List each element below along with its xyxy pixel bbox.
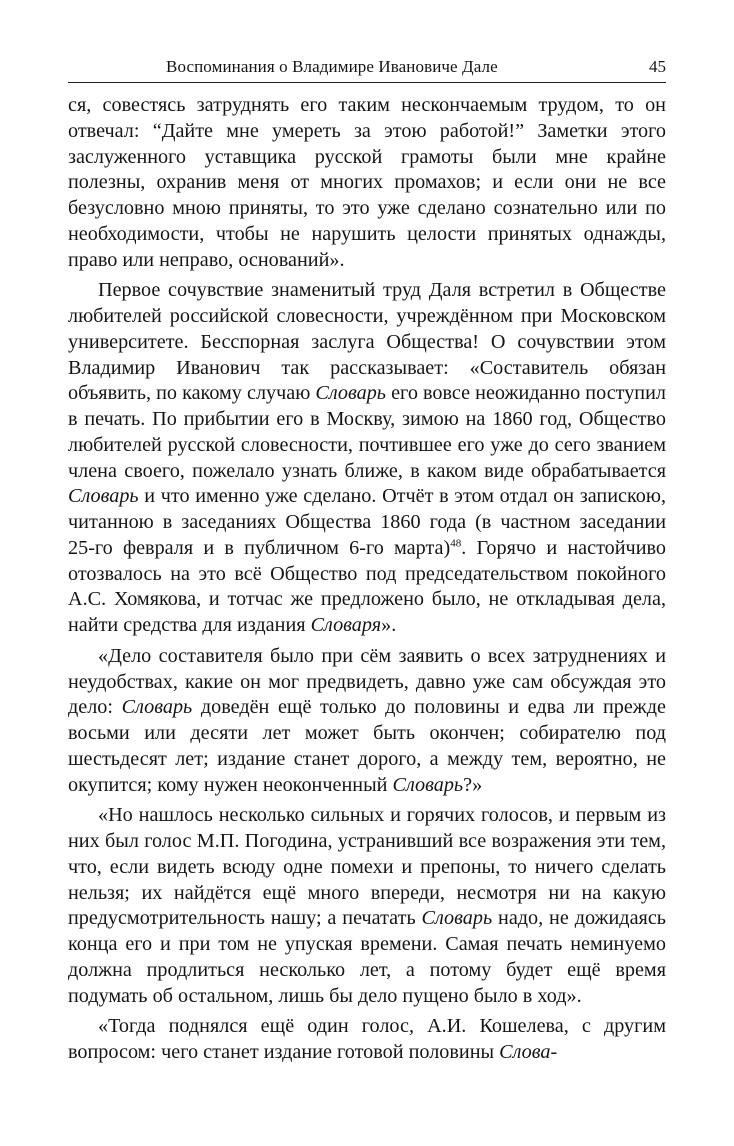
paragraph	[68, 93, 666, 273]
italic-term: Словаря	[310, 614, 382, 636]
book-page	[68, 56, 666, 1071]
footnote-marker: 48	[450, 537, 462, 550]
page-number: 45	[649, 57, 666, 76]
text-run: его вовсе неожиданно поступил в печать. По прибытии его в Москву, зимою на 1860 год, Общество любителей русской словесности, почтившее его уже до сего званием члена своего, пожелало узнать ближе, в каком виде обрабатывается	[68, 382, 666, 482]
text-run: . Горячо и настойчиво отозвалось на это всё Общество под председательством покойного А.С. Хомякова, и тотчас же предложено было, не откладывая дела, найти средства для издания	[68, 536, 666, 636]
text-run: ?»	[463, 773, 483, 796]
italic-term: Словарь	[421, 907, 493, 930]
text-run: «Но нашлось несколько сильных и горячих голосов, и первым из них был голос М.П. Погодина, устранивший все возражения эти тем, что, если видеть всюду одне помехи и препоны, то ничего сделать нельзя; их найдётся ещё много впереди, несмотря ни на какую предусмотрительность нашу; а печатать	[68, 804, 666, 930]
text-run: надо, не дожидаясь конца его и при том не упуская времени. Самая печать неминуемо должна продлиться несколько лет, а потому будет ещё время подумать об остальном, лишь бы дело пущено было в ход».	[68, 907, 666, 1007]
text-run: «Тогда поднялся ещё один голос, А.И. Кошелева, с другим вопросом: чего станет издание готовой половины	[68, 1015, 666, 1063]
text-run: ».	[381, 614, 397, 636]
paragraph	[68, 278, 666, 639]
text-run: ся, совестясь затруднять его таким нескончаемым трудом, то он отвечал: “Дайте мне умереть за этою работой!” Заметки этого заслуженного уставщика русской грамоты были мне крайне полезны, охранив меня от многих промахов; и если они не все безусловно мною приняты, то это уже сделано сознательно или по необходимости, чтобы не нарушить целости принятых однажды, право или неправо, оснований».	[68, 94, 666, 271]
italic-term: Словарь	[392, 773, 464, 796]
italic-term: Словарь	[68, 485, 139, 508]
paragraph	[68, 1014, 666, 1066]
header-rule	[68, 82, 666, 83]
running-header	[68, 56, 666, 82]
running-title: Воспоминания о Владимире Ивановиче Дале	[166, 57, 498, 76]
italic-term: Словарь	[315, 382, 386, 405]
text-run: доведён ещё только до половины и едва ли прежде восьми или десяти лет может быть окончен; собирателю под шестьдесят лет; издание станет дорого, а между тем, вероятно, не окупится; кому нужен неоконченный	[68, 696, 666, 796]
body-text	[68, 93, 666, 1066]
italic-term: Слова-	[499, 1041, 558, 1063]
text-run: Первое сочувствие знаменитый труд Даля встретил в Обществе любителей российской словесности, учреждённом при Московском университете. Бесспорная заслуга Общества! О сочувствии этом Владимир Иванович так рассказывает: «Составитель обязан объявить, по какому случаю	[68, 279, 666, 405]
paragraph	[68, 644, 666, 799]
italic-term: Словарь	[121, 696, 193, 719]
paragraph	[68, 803, 666, 1009]
text-run: и что именно уже сделано. Отчёт в этом отдал он запискою, читанною в заседаниях Общества 1860 года (в частном заседании 25-го февраля и в публичном 6-го марта)	[68, 485, 666, 559]
text-run: «Дело составителя было при сём заявить о всех затруднениях и неудобствах, какие он мог предвидеть, давно уже сам обсуждая это дело:	[68, 644, 666, 719]
